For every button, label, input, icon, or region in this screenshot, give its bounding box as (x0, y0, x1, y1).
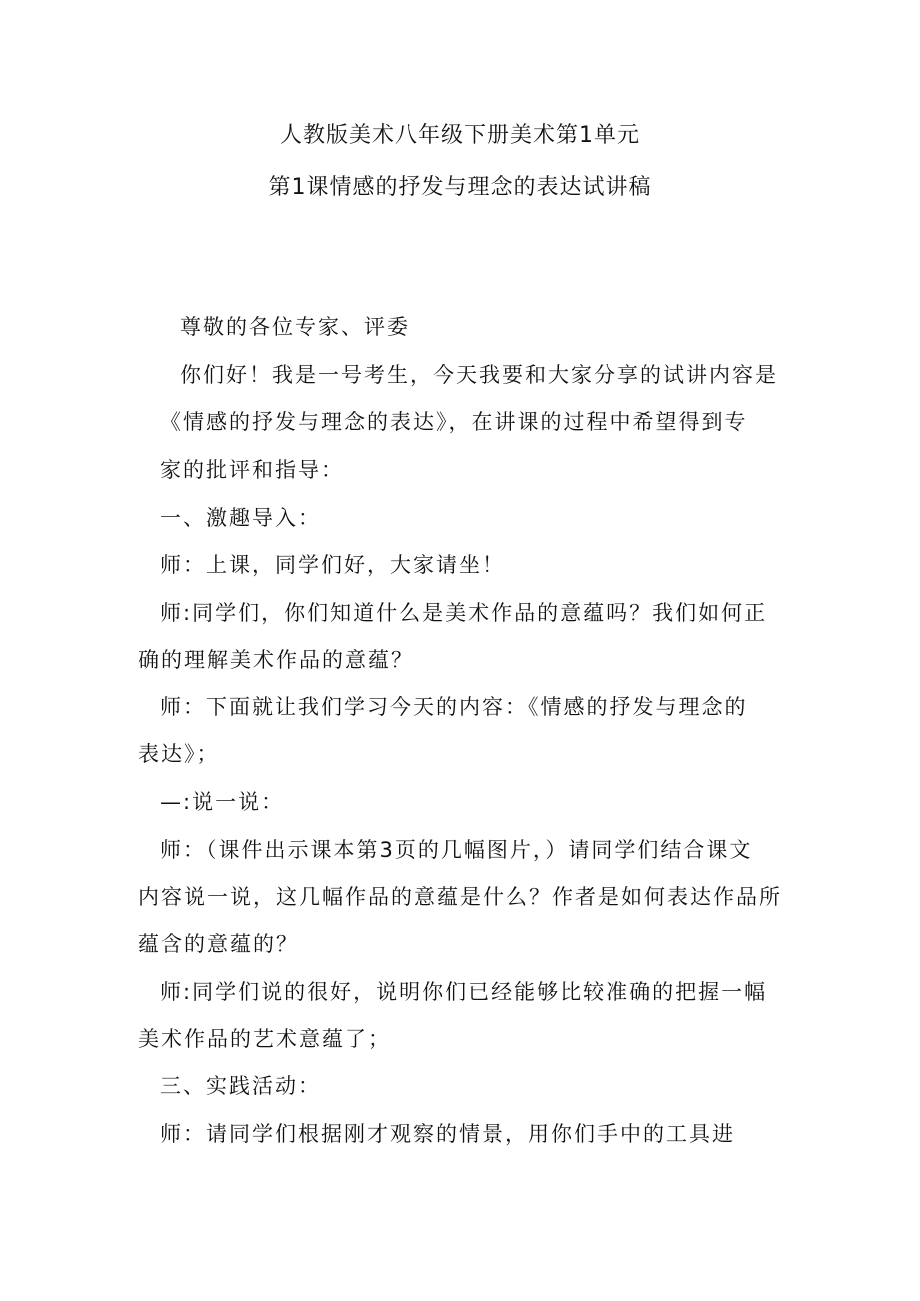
document-title-line-2: 第1课情感的抒发与理念的表达试讲稿 (268, 175, 652, 200)
body-line: 蕴含的意蕴的？ (138, 932, 299, 956)
body-line: 师:同学们，你们知道什么是美术作品的意蕴吗？我们如何正 (160, 601, 768, 625)
body-line: 内容说一说，这几幅作品的意蕴是什么？作者是如何表达作品所 (138, 885, 782, 909)
body-line: 美术作品的艺术意蕴了； (138, 1027, 391, 1051)
body-line: 师：下面就让我们学习今天的内容：《情感的抒发与理念的 (160, 695, 748, 719)
body-line: 师：请同学们根据刚才观察的情景，用你们手中的工具进 (160, 1122, 735, 1146)
body-line: 师：上课，同学们好，大家请坐！ (160, 553, 505, 577)
body-line: 师：（课件出示课本第3页的几幅图片，）请同学们结合课文 (160, 838, 753, 862)
section-heading: —:说一说： (160, 790, 285, 814)
body-line: 《情感的抒发与理念的表达》，在讲课的过程中希望得到专 (160, 410, 748, 434)
body-line: 你们好！我是一号考生，今天我要和大家分享的试讲内容是 (180, 363, 778, 387)
body-line: 师:同学们说的很好，说明你们已经能够比较准确的把握一幅 (160, 980, 768, 1004)
document-title-line-1: 人教版美术八年级下册美术第1单元 (280, 123, 640, 148)
body-line: 家的批评和指导： (160, 458, 344, 482)
section-heading: 一、激趣导入： (160, 506, 321, 530)
section-heading: 三、实践活动： (160, 1074, 321, 1098)
body-line: 表达》； (138, 742, 220, 766)
greeting-line: 尊敬的各位专家、评委 (180, 315, 410, 339)
body-line: 确的理解美术作品的意蕴？ (138, 648, 414, 672)
